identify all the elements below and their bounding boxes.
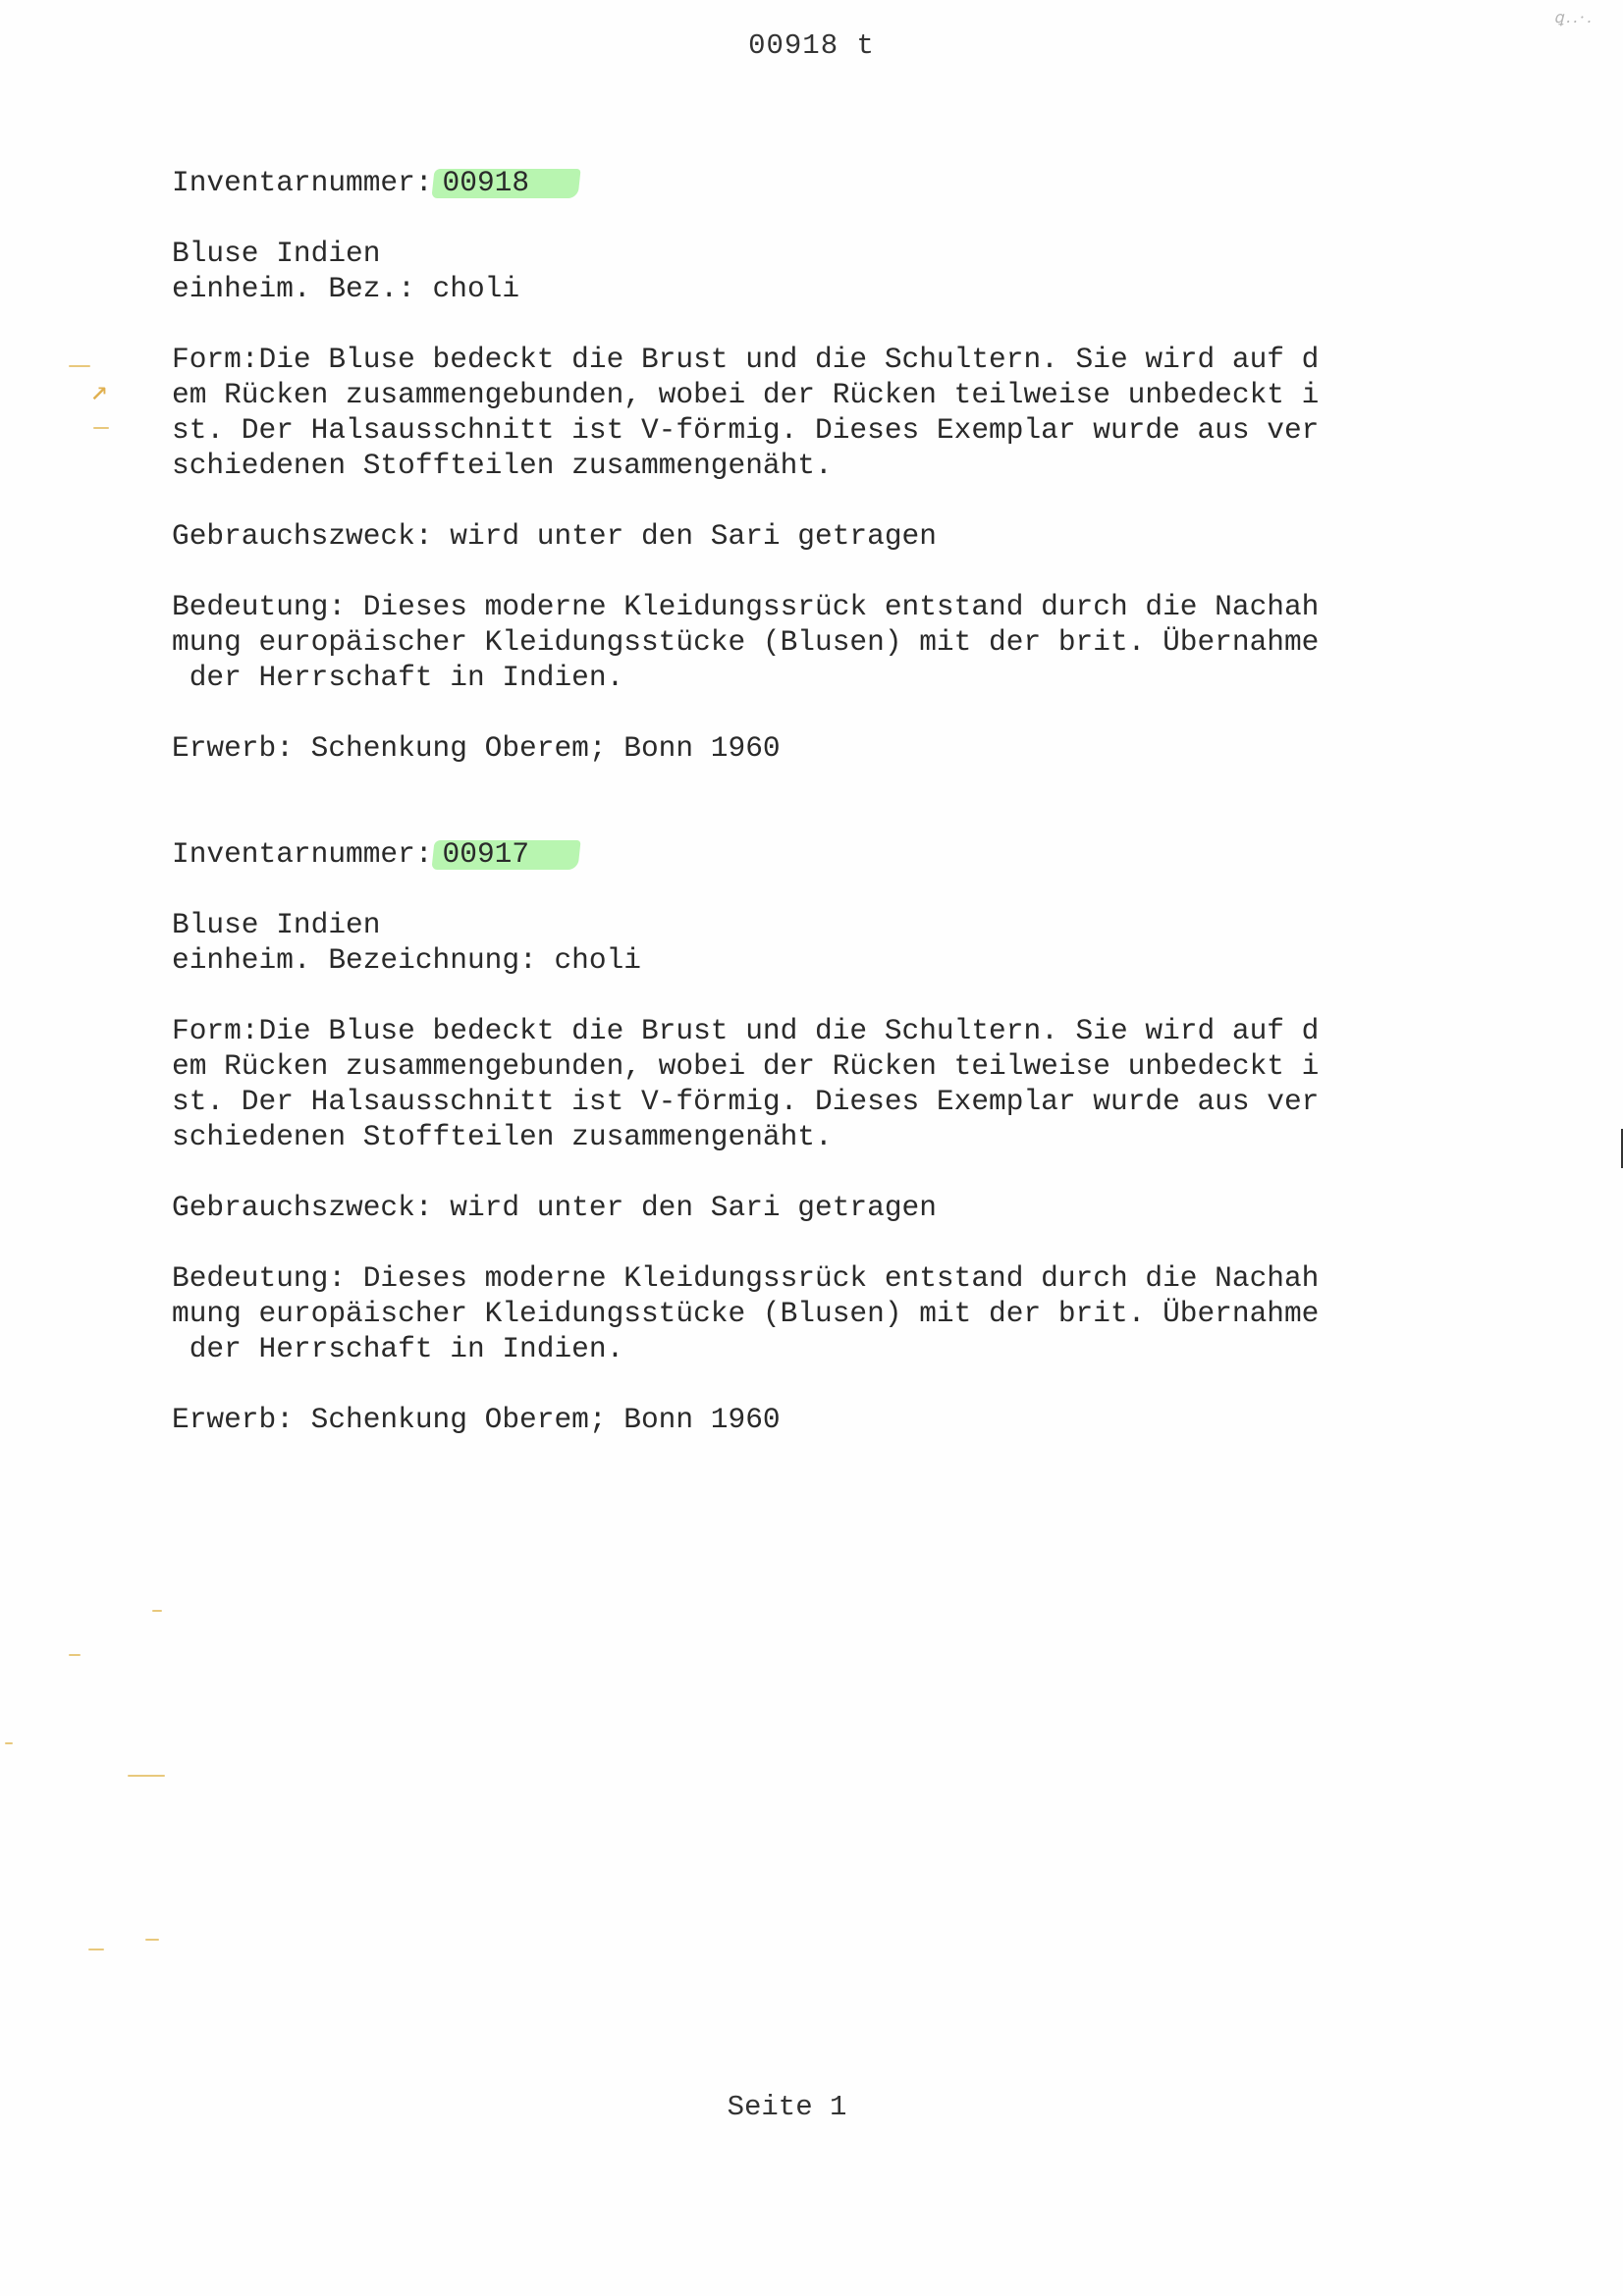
purpose-line: Gebrauchszweck: wird unter den Sari getragen	[172, 519, 937, 553]
form-line: schiedenen Stoffteilen zusammengenäht.	[172, 449, 833, 482]
margin-speck	[145, 1939, 159, 1941]
meaning-line: der Herrschaft in Indien.	[172, 1332, 624, 1365]
meaning-line: Bedeutung: Dieses moderne Kleidungssrück entstand durch die Nachah	[172, 1261, 1320, 1295]
corner-pencil-mark: ꝗ..·.	[1553, 8, 1594, 27]
inventory-number-line	[172, 836, 1468, 872]
meaning-line: Bedeutung: Dieses moderne Kleidungssrück entstand durch die Nachah	[172, 590, 1320, 623]
acquisition-line: Erwerb: Schenkung Oberem; Bonn 1960	[172, 1403, 781, 1436]
form-line: schiedenen Stoffteilen zusammengenäht.	[172, 1120, 833, 1153]
form-line: em Rücken zusammengebunden, wobei der Rücken teilweise unbedeckt i	[172, 378, 1320, 411]
margin-speck	[128, 1775, 165, 1777]
page-number-footer: Seite 1	[727, 2091, 847, 2123]
form-line: st. Der Halsausschnitt ist V-förmig. Dieses Exemplar wurde aus ver	[172, 1085, 1320, 1118]
margin-speck	[88, 1949, 104, 1950]
margin-speck	[152, 1610, 162, 1612]
meaning-line: der Herrschaft in Indien.	[172, 661, 624, 694]
form-line: em Rücken zusammengebunden, wobei der Rücken teilweise unbedeckt i	[172, 1049, 1320, 1083]
meaning-line: mung europäischer Kleidungsstücke (Blusen) mit der brit. Übernahme	[172, 625, 1320, 659]
margin-speck	[93, 427, 109, 429]
inventory-record-2	[172, 836, 1468, 1437]
object-title: Bluse Indien	[172, 908, 381, 941]
inventory-number-highlighted: 00918	[433, 165, 540, 200]
purpose-line: Gebrauchszweck: wird unter den Sari getragen	[172, 1191, 937, 1224]
margin-arrow-mark: ↗	[90, 376, 109, 409]
margin-speck	[5, 1742, 13, 1744]
acquisition-line: Erwerb: Schenkung Oberem; Bonn 1960	[172, 731, 781, 765]
inventory-label: Inventarnummer:	[172, 166, 433, 199]
margin-speck	[69, 365, 90, 367]
margin-speck	[69, 1654, 81, 1656]
object-title: Bluse Indien	[172, 237, 381, 270]
local-name: einheim. Bezeichnung: choli	[172, 943, 641, 977]
local-name: einheim. Bez.: choli	[172, 272, 520, 305]
form-line: Form:Die Bluse bedeckt die Brust und die Schultern. Sie wird auf d	[172, 343, 1320, 376]
inventory-label: Inventarnummer:	[172, 837, 433, 871]
meaning-line: mung europäischer Kleidungsstücke (Blusen) mit der brit. Übernahme	[172, 1297, 1320, 1330]
inventory-number-highlighted: 00917	[433, 836, 540, 872]
form-line: Form:Die Bluse bedeckt die Brust und die Schultern. Sie wird auf d	[172, 1014, 1320, 1047]
inventory-number-line	[172, 165, 1468, 200]
inventory-record-1	[172, 165, 1468, 766]
form-line: st. Der Halsausschnitt ist V-förmig. Dieses Exemplar wurde aus ver	[172, 413, 1320, 447]
document-id-header: 00918 t	[748, 29, 875, 62]
